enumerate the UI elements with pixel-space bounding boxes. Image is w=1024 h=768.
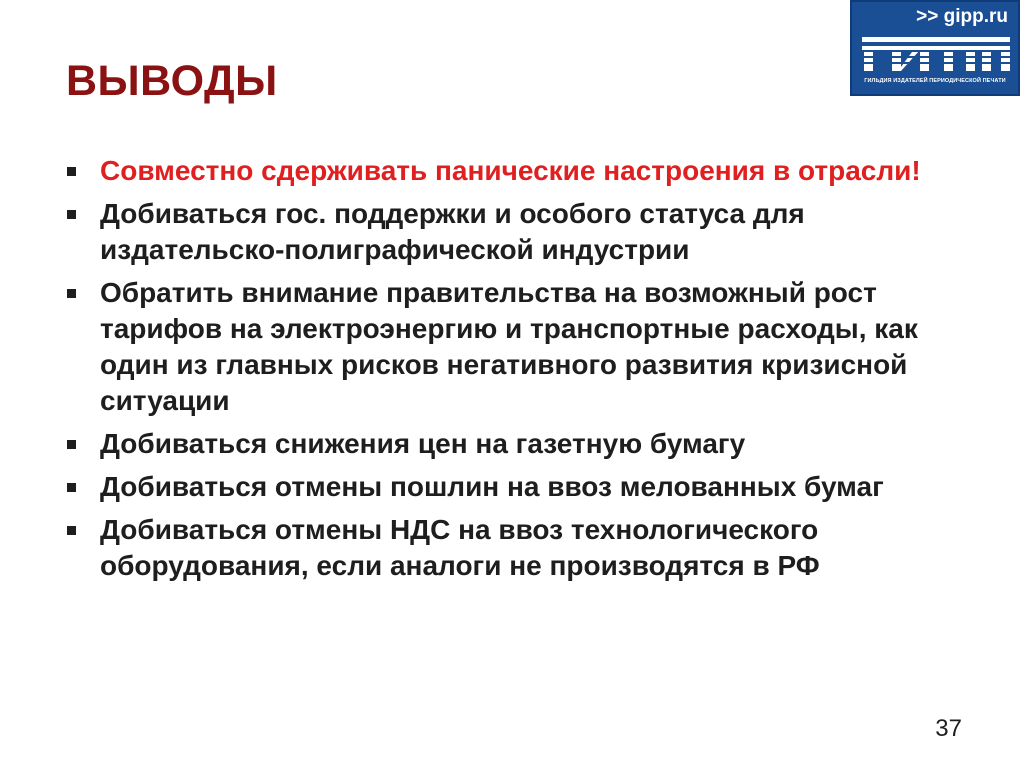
slide-title: ВЫВОДЫ bbox=[66, 57, 278, 105]
bullet-item bbox=[66, 153, 986, 189]
bullet-text: Добиваться отмены НДС на ввоз технологического оборудования, если аналоги не производятся в РФ bbox=[100, 514, 820, 581]
bullet-item bbox=[66, 196, 986, 268]
bullet-item bbox=[66, 426, 986, 462]
page-number: 37 bbox=[935, 715, 962, 742]
bullet-item bbox=[66, 275, 986, 419]
square-bullet-icon bbox=[67, 167, 76, 176]
bullet-text: Совместно сдерживать панические настроения в отрасли! bbox=[100, 155, 921, 186]
gipp-wordmark-icon bbox=[862, 37, 1010, 71]
bullet-text: Добиваться снижения цен на газетную бумагу bbox=[100, 428, 746, 459]
bullet-item bbox=[66, 512, 986, 584]
square-bullet-icon bbox=[67, 440, 76, 449]
bullet-text: Добиваться отмены пошлин на ввоз мелованных бумаг bbox=[100, 471, 884, 502]
logo-url-text: >> gipp.ru bbox=[916, 6, 1008, 27]
bullet-list bbox=[66, 153, 986, 591]
square-bullet-icon bbox=[67, 483, 76, 492]
square-bullet-icon bbox=[67, 526, 76, 535]
bullet-text: Добиваться гос. поддержки и особого статуса для издательско-полиграфической индустрии bbox=[100, 198, 805, 265]
bullet-text: Обратить внимание правительства на возможный рост тарифов на электроэнергию и транспортные расходы, как один из главных рисков негативного развития кризисной ситуации bbox=[100, 277, 918, 416]
gipp-logo[interactable] bbox=[850, 0, 1020, 96]
square-bullet-icon bbox=[67, 210, 76, 219]
logo-caption: ГИЛЬДИЯ ИЗДАТЕЛЕЙ ПЕРИОДИЧЕСКОЙ ПЕЧАТИ bbox=[864, 78, 1006, 84]
bullet-item bbox=[66, 469, 986, 505]
square-bullet-icon bbox=[67, 289, 76, 298]
